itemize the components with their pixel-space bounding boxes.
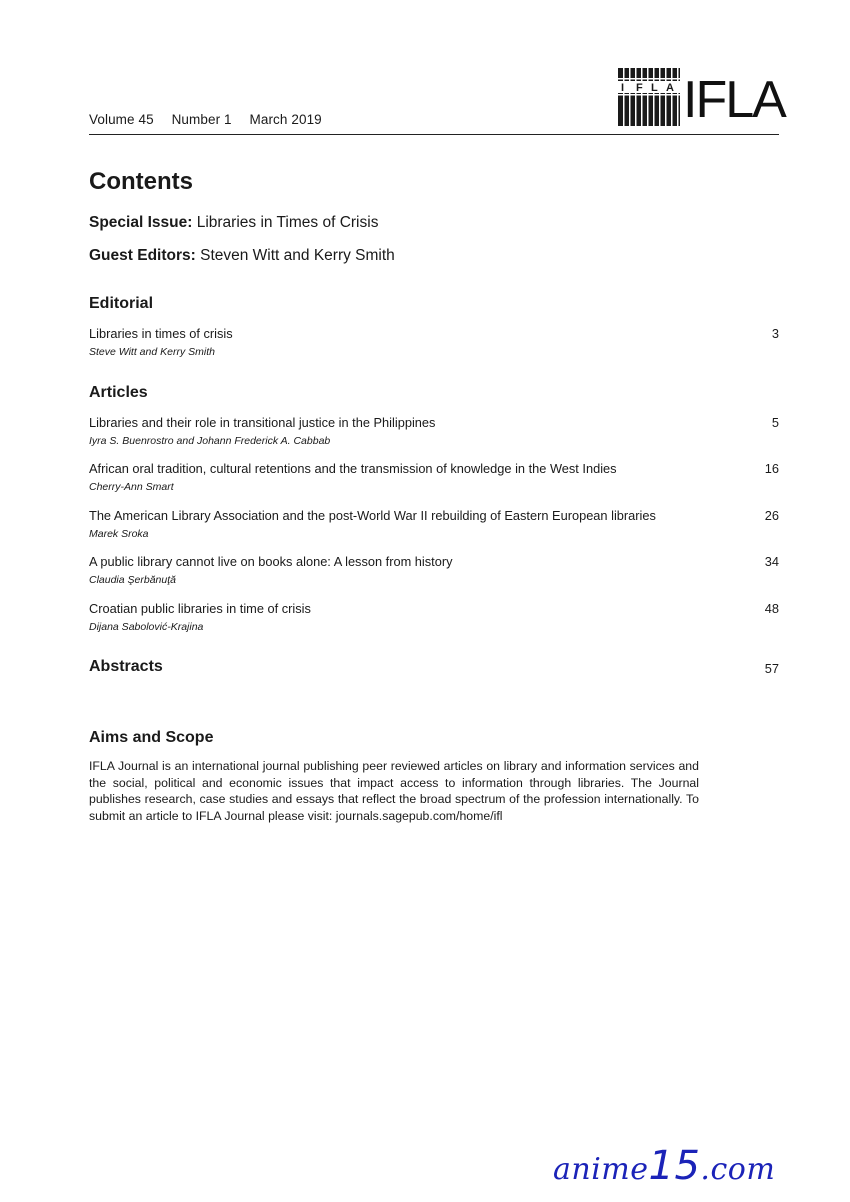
entry-page: 3: [771, 326, 779, 341]
logo-text: IFLA: [683, 71, 785, 129]
abstracts-page: 57: [764, 661, 779, 676]
entry-title: African oral tradition, cultural retentions and the transmission of knowledge in the West Indies: [89, 461, 617, 476]
toc-entry[interactable]: [89, 461, 779, 495]
watermark-number: 15: [648, 1143, 701, 1189]
entry-authors: Marek Sroka: [89, 528, 149, 540]
toc-entry[interactable]: [89, 326, 779, 360]
entry-title: Croatian public libraries in time of crisis: [89, 601, 311, 616]
guest-editors: [89, 247, 395, 265]
entry-authors: Dijana Sabolović-Krajina: [89, 621, 204, 633]
aims-body: IFLA Journal is an international journal publishing peer reviewed articles on library and information services and the social, political and economic issues that impact access to information through libraries. The Journal publishes research, case studies and essays that reflect the broad spectrum of the profession internationally. To submit an article to IFLA Journal please visit: journals.sagepub.com/home/ifl: [89, 759, 699, 823]
entry-authors: Cherry-Ann Smart: [89, 481, 174, 493]
issue-number: Number 1: [171, 112, 232, 127]
entry-authors: Steve Witt and Kerry Smith: [89, 346, 215, 358]
toc-entry[interactable]: [89, 601, 779, 635]
issue-info: [89, 112, 336, 127]
guest-editors-value: Steven Witt and Kerry Smith: [200, 247, 395, 264]
entry-page: 16: [764, 461, 779, 476]
entry-title: Libraries and their role in transitional justice in the Philippines: [89, 415, 436, 430]
toc-entry[interactable]: [89, 415, 779, 449]
entry-page: 48: [764, 601, 779, 616]
logo-letter: A: [666, 82, 674, 94]
special-issue: [89, 214, 378, 232]
entry-title: A public library cannot live on books alone: A lesson from history: [89, 554, 453, 569]
entry-page: 5: [771, 415, 779, 430]
logo-letter: F: [636, 82, 643, 94]
entry-title: Libraries in times of crisis: [89, 326, 233, 341]
watermark-prefix: anime: [553, 1152, 649, 1187]
watermark-suffix: .com: [700, 1152, 776, 1187]
toc-entry[interactable]: [89, 508, 779, 542]
entry-page: 26: [764, 508, 779, 523]
guest-editors-label: Guest Editors:: [89, 247, 196, 264]
toc-entry[interactable]: [89, 554, 779, 588]
page-title: Contents: [89, 168, 193, 195]
articles-heading: Articles: [89, 384, 148, 401]
editorial-heading: Editorial: [89, 295, 154, 312]
logo-letter: I: [621, 82, 625, 94]
special-issue-value: Libraries in Times of Crisis: [196, 214, 379, 231]
abstracts-entry[interactable]: [89, 658, 779, 676]
entry-authors: Iyra S. Buenrostro and Johann Frederick A. Cabbab: [89, 435, 331, 447]
entry-authors: Claudia Şerbănuţă: [89, 574, 176, 586]
special-issue-label: Special Issue:: [89, 214, 193, 231]
abstracts-heading: Abstracts: [89, 658, 163, 675]
watermark: [553, 1143, 775, 1189]
header-rule: [89, 134, 779, 135]
issue-date: March 2019: [249, 112, 322, 127]
volume: Volume 45: [89, 112, 154, 127]
entry-page: 34: [764, 554, 779, 569]
aims-heading: Aims and Scope: [89, 729, 214, 746]
entry-title: The American Library Association and the post-World War II rebuilding of Eastern European libraries: [89, 508, 656, 523]
logo-letter: L: [651, 82, 658, 94]
